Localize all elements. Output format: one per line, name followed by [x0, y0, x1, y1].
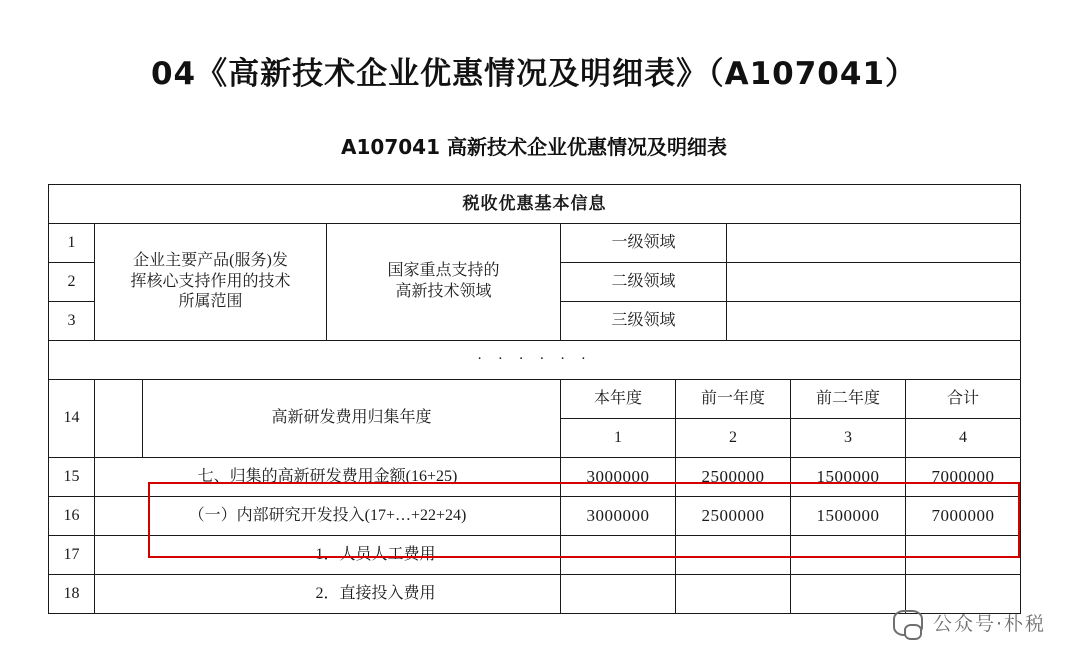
level-label-3: 三级领域	[561, 302, 727, 341]
tax-benefit-table	[48, 184, 1021, 380]
row-index: 18	[49, 575, 95, 614]
row-label: 1．人员人工费用	[95, 536, 561, 575]
row-value[interactable]: 1500000	[791, 458, 906, 497]
watermark	[893, 609, 1046, 636]
year-header-3: 前二年度	[791, 380, 906, 419]
row-label: 2．直接投入费用	[95, 575, 561, 614]
row-index: 15	[49, 458, 95, 497]
page-title: 04《高新技术企业优惠情况及明细表》（A107041）	[150, 56, 918, 92]
table-row	[49, 224, 1021, 263]
national-field-line-1: 国家重点支持的	[387, 262, 500, 280]
rd-year-label: 高新研发费用归集年度	[143, 380, 561, 458]
row-value[interactable]: 3000000	[561, 458, 676, 497]
row-value[interactable]	[676, 575, 791, 614]
column-number-3: 3	[791, 419, 906, 458]
year-header-2: 前一年度	[676, 380, 791, 419]
row-value[interactable]	[561, 536, 676, 575]
watermark-text: 公众号·朴税	[932, 613, 1046, 635]
product-scope-label	[95, 224, 327, 341]
row-label: 七、归集的高新研发费用金额(16+25)	[95, 458, 561, 497]
row-value[interactable]	[791, 575, 906, 614]
year-header-4: 合计	[906, 380, 1021, 419]
level-label-2: 二级领域	[561, 263, 727, 302]
level-value-3[interactable]	[727, 302, 1021, 341]
table-row-banner	[49, 185, 1021, 224]
column-number-4: 4	[906, 419, 1021, 458]
table-row	[49, 575, 1021, 614]
product-scope-line-1: 企业主要产品(服务)发	[133, 251, 288, 269]
national-field-line-2: 高新技术领域	[395, 283, 492, 300]
row-index: 16	[49, 497, 95, 536]
row-value[interactable]: 7000000	[906, 458, 1021, 497]
row-value[interactable]: 3000000	[561, 497, 676, 536]
level-value-1[interactable]	[727, 224, 1021, 263]
column-number-2: 2	[676, 419, 791, 458]
row-index: 17	[49, 536, 95, 575]
spacer-cell	[95, 380, 143, 458]
column-number-1: 1	[561, 419, 676, 458]
level-value-2[interactable]	[727, 263, 1021, 302]
row-value[interactable]: 2500000	[676, 497, 791, 536]
row-value[interactable]	[906, 536, 1021, 575]
table-row-year-header	[49, 380, 1021, 419]
row-label: （一）内部研究开发投入(17+…+22+24)	[95, 497, 561, 536]
table-row-ellipsis	[49, 341, 1021, 380]
row-value[interactable]	[791, 536, 906, 575]
row-value[interactable]	[906, 575, 1021, 614]
product-scope-line-2: 挥核心支持作用的技术	[130, 272, 291, 290]
row-index: 2	[49, 263, 95, 302]
row-index: 14	[49, 380, 95, 458]
row-value[interactable]	[676, 536, 791, 575]
table-container	[48, 184, 1020, 614]
row-value[interactable]: 7000000	[906, 497, 1021, 536]
table-title: A107041 高新技术企业优惠情况及明细表	[341, 135, 727, 159]
national-field-label	[327, 224, 561, 341]
year-header-1: 本年度	[561, 380, 676, 419]
document-page	[0, 48, 1068, 654]
row-value[interactable]: 2500000	[676, 458, 791, 497]
product-scope-line-3: 所属范围	[178, 293, 243, 311]
rd-expense-table	[48, 379, 1021, 614]
table-row	[49, 458, 1021, 497]
row-index: 1	[49, 224, 95, 263]
row-index: 3	[49, 302, 95, 341]
level-label-1: 一级领域	[561, 224, 727, 263]
table-row	[49, 536, 1021, 575]
row-value[interactable]: 1500000	[791, 497, 906, 536]
row-value[interactable]	[561, 575, 676, 614]
wechat-icon	[893, 610, 923, 636]
ellipsis-cell: · · · · · ·	[49, 341, 1021, 380]
banner-cell: 税收优惠基本信息	[49, 185, 1021, 224]
table-row	[49, 497, 1021, 536]
